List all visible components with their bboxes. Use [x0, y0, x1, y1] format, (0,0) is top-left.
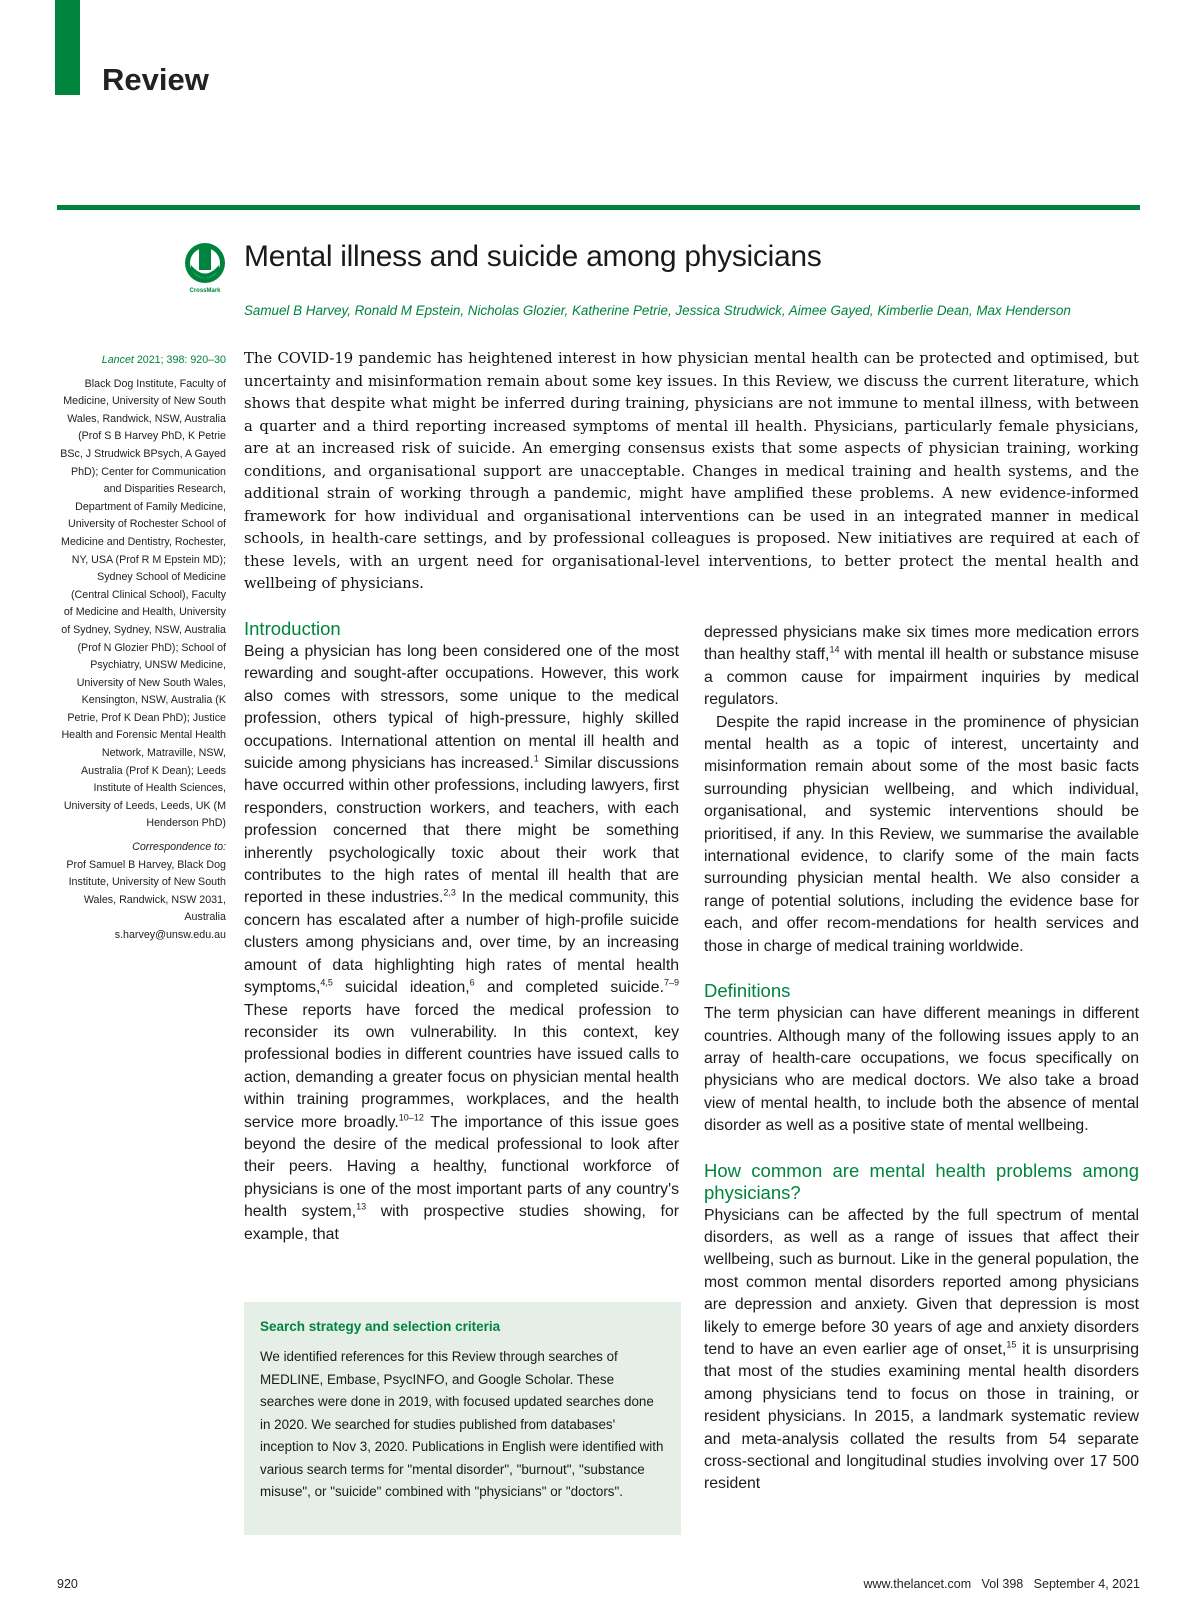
body-column-right — [704, 622, 1139, 1496]
intro-text: and completed suicide. — [474, 979, 664, 997]
article-title: Mental illness and suicide among physicians — [244, 240, 822, 273]
header-accent-bar — [55, 0, 80, 95]
citation-line — [60, 352, 226, 370]
introduction-paragraph — [244, 641, 679, 1246]
reference-link[interactable]: 7–9 — [663, 977, 679, 988]
crossmark-icon[interactable] — [182, 242, 228, 294]
journal-footer[interactable]: www.thelancet.com Vol 398 September 4, 2021 — [863, 1577, 1140, 1591]
correspondence — [60, 839, 226, 945]
page-number: 920 — [57, 1577, 78, 1591]
abstract: The COVID-19 pandemic has heightened interest in how physician mental health can be protected and optimised, but uncertainty and misinformation remain about some key issues. In this Review, we discuss the current literature, which shows that despite what might be inferred during training, physicians are not immune to mental illness, with between a quarter and a third reporting increased symptoms of mental ill health. Physicians, particularly female physicians, are at an increased risk of suicide. An emerging consensus exists that some aspects of physician training, working conditions, and organisational support are unacceptable. Changes in medical training and health systems, and the additional strain of working through a pandemic, might have amplified these problems. A new evidence-informed framework for how individual and organisational interventions can be used in an integrated manner in medical schools, in health-care settings, and by professional colleagues is proposed. New initiatives are required at each of these levels, with an urgent need for organisational-level interventions, to better protect the mental health and wellbeing of physicians. — [244, 350, 1139, 592]
intro-text: These reports have forced the medical profession to reconsider its own vulnerability. In this context, key professional bodies in different countries have issued calls to action, demanding a greater focus on physician mental health within training programmes, workplaces, and the health service more broadly. — [244, 1001, 679, 1131]
review-scope-paragraph: Despite the rapid increase in the prominence of physician mental health as a topic of interest, uncertainty and misinformation remain about some of the most basic facts surrounding physician wellbeing, and which individual, organisational, and systemic interventions should be prioritised, if any. In this Review, we summarise the available international evidence, to clarify some of the main facts surrounding physician mental health. We also consider a range of potential solutions, including the evidence base for each, and offer recom-mendations for health services and those in charge of medical training worldwide. — [704, 713, 1139, 955]
body-text: depressed physicians make six times more medication errors than healthy staff, — [704, 624, 1139, 664]
continued-paragraph — [704, 622, 1139, 712]
intro-text: Being a physician has long been considered one of the most rewarding and sought-after occupations. However, this work also comes with stressors, some unique to the medical profession, others typical of high-pressure, highly skilled occupations. International attention on mental ill health and suicide among physicians has increased. — [244, 643, 679, 773]
introduction-heading: Introduction — [244, 618, 341, 639]
correspondence-body: Prof Samuel B Harvey, Black Dog Institute, University of New South Wales, Randwick, NSW 2031, Australia — [66, 858, 226, 924]
reference-link[interactable]: 4,5 — [320, 977, 333, 988]
reference-link[interactable]: 10–12 — [398, 1112, 424, 1123]
correspondence-email-link[interactable]: s.harvey@unsw.edu.au — [114, 929, 226, 941]
section-label: Review — [102, 62, 209, 97]
reference-link[interactable]: 1 — [533, 753, 539, 764]
correspondence-heading: Correspondence to: — [132, 841, 226, 854]
citation-volume: 2021; 398: 920–30 — [133, 354, 226, 366]
definitions-heading: Definitions — [704, 980, 791, 1002]
reference-link[interactable]: 14 — [829, 645, 840, 656]
affiliations-text: Black Dog Institute, Faculty of Medicine, University of New South Wales, Randwick, NSW, Australia (Prof S B Harvey PhD, K Petrie BSc, J Strudwick BPsych, A Gayed PhD); Center for Communication and Disparities Research, Department of Family Medicine, University of Rochester School of Medicine and Dentistry, Rochester, NY, USA (Prof R M Epstein MD); Sydney School of Medicine (Central Clinical School), Faculty of Medicine and Health, University of Sydney, Sydney, NSW, Australia (Prof N Glozier PhD); School of Psychiatry, UNSW Medicine, University of New South Wales, Kensington, NSW, Australia (K Petrie, Prof K Dean PhD); Justice Health and Forensic Mental Health Network, Matraville, NSW, Australia (Prof K Dean); Leeds Institute of Health Sciences, University of Leeds, Leeds, UK (M Henderson PhD) — [60, 377, 226, 830]
intro-text: The importance of this issue goes beyond the desire of the medical professional to look after their peers. Having a healthy, functional workforce of physicians is one of the most important parts of any country's health system, — [244, 1113, 679, 1221]
intro-text: with prospective studies showing, for example, that — [244, 1203, 679, 1243]
citation-journal: Lancet — [101, 354, 134, 366]
body-column-left — [244, 618, 679, 1246]
body-text: it is unsurprising that most of the studies examining mental health disorders among physicians tend to focus on those in training, or resident physicians. In 2015, a landmark systematic review and meta-analysis collated the results from 54 separate cross-sectional and longitudinal studies involving over 17 500 resident — [704, 1340, 1139, 1493]
intro-text: In the medical community, this concern has escalated after a number of high-profile suicide clusters among physicians and, over time, by an increasing amount of data highlighting high rates of mental health symptoms, — [244, 889, 679, 997]
header-rule — [57, 205, 1140, 210]
body-text: Physicians can be affected by the full spectrum of mental disorders, as well as a range of issues that affect their wellbeing, such as burnout. Like in the general population, the most common mental disorders reported among physicians are depression and anxiety. Given that depression is most likely to emerge before 30 years of age and anxiety disorders tend to have an even earlier age of onset, — [704, 1206, 1139, 1358]
reference-link[interactable]: 15 — [1006, 1339, 1017, 1350]
sidebar-affiliations — [60, 352, 226, 951]
crossmark-label: CrossMark — [189, 288, 221, 294]
definitions-paragraph: The term physician can have different meanings in different countries. Although many of the following issues apply to an array of health-care occupations, we focus specifically on physicians who are medical doctors. We also take a broad view of mental health, to include both the absence of mental disorder as well as a positive state of mental wellbeing. — [704, 1005, 1139, 1135]
prevalence-paragraph — [704, 1205, 1139, 1496]
search-strategy-heading: Search strategy and selection criteria — [260, 1319, 501, 1334]
intro-text: Similar discussions have occurred within other professions, including lawyers, first responders, construction workers, and teachers, with each profession concerned that there might be something inherently psychologically toxic about their work that contributes to the high rates of mental ill health that are reported in these industries. — [244, 755, 680, 907]
search-strategy-text: We identified references for this Review through searches of MEDLINE, Embase, PsycINFO, and Google Scholar. These searches were done in 2019, with focused updated searches done in 2020. We searched for studies published from databases' inception to Nov 3, 2020. Publications in English were identified with various search terms for "mental disorder", "burnout", "substance misuse", or "suicide" combined with "physicians" or "doctors". — [260, 1349, 664, 1499]
reference-link[interactable]: 2,3 — [443, 888, 456, 899]
reference-link[interactable]: 6 — [469, 977, 475, 988]
author-list[interactable]: Samuel B Harvey, Ronald M Epstein, Nicholas Glozier, Katherine Petrie, Jessica Strudwick, Aimee Gayed, Kimberlie Dean, Max Henderson — [244, 303, 1071, 318]
reference-link[interactable]: 13 — [356, 1201, 367, 1212]
search-strategy-panel — [244, 1302, 681, 1535]
prevalence-heading: How common are mental health problems among physicians? — [704, 1159, 1139, 1203]
intro-text: suicidal ideation, — [332, 979, 470, 997]
body-text: with mental ill health or substance misuse a common cause for impairment inquiries by medical regulators. — [704, 646, 1139, 709]
